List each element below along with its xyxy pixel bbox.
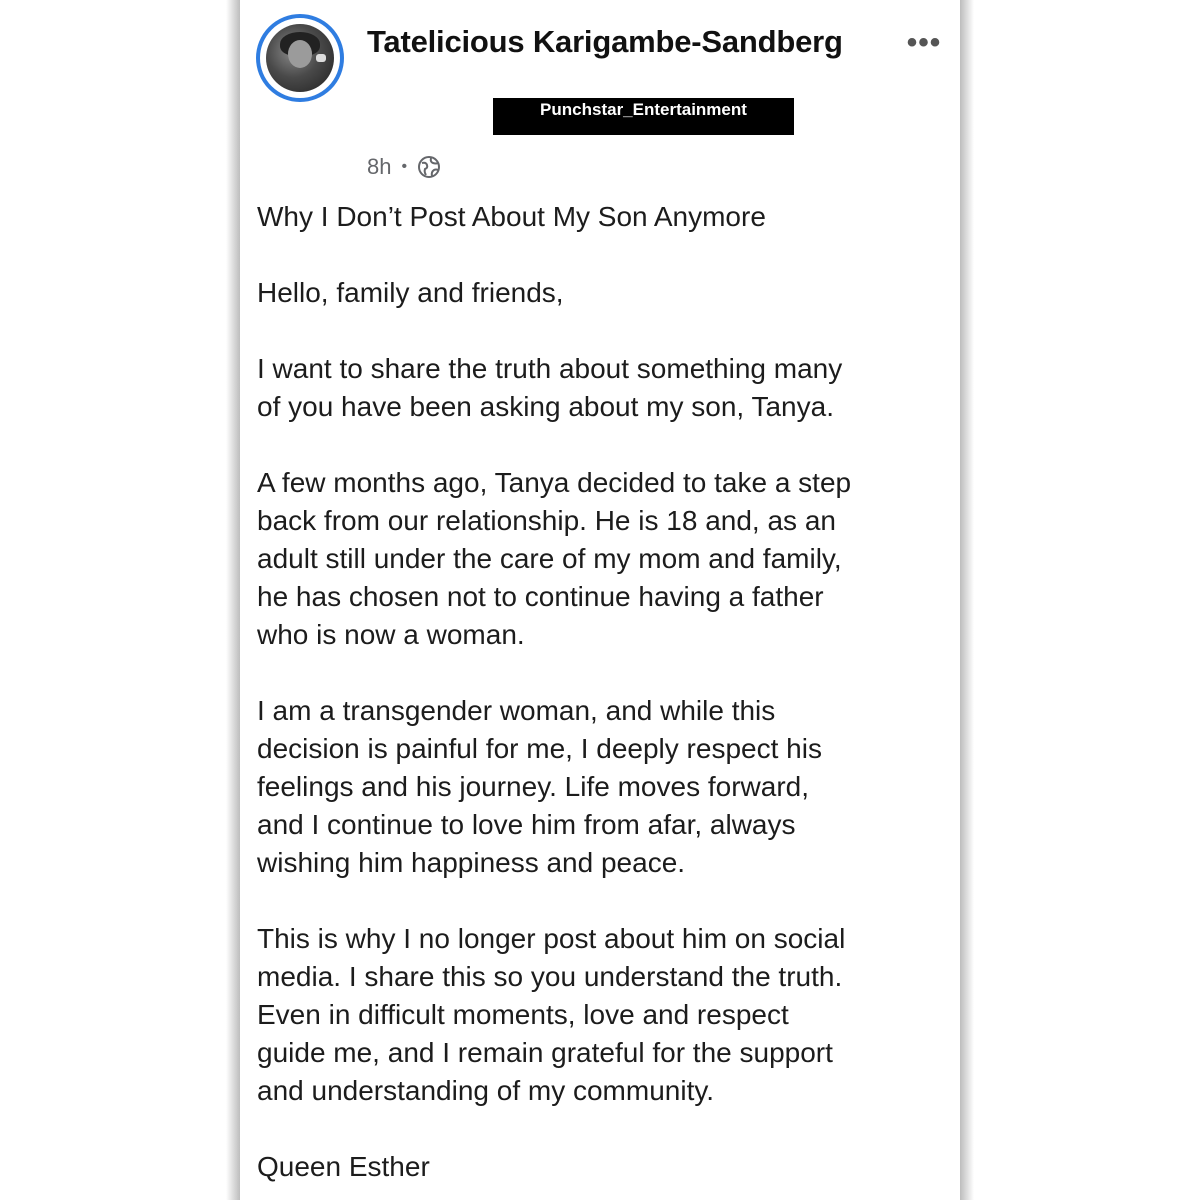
post-meta [367, 153, 441, 181]
author-name[interactable]: Tatelicious Karigambe-Sandberg [367, 24, 843, 59]
post-title: Why I Don’t Post About My Son Anymore [257, 201, 766, 232]
post-paragraph: This is why I no longer post about him on social media. I share this so you understand the truth. Even in difficult moments, love and respect guide me, and I remain grateful for the support and understanding of my community. [257, 923, 846, 1106]
avatar-microphone [316, 54, 326, 62]
post-body [257, 198, 947, 1200]
post-paragraph: A few months ago, Tanya decided to take a step back from our relationship. He is 18 and, as an adult still under the care of my mom and family, he has chosen not to continue having a father who is now a woman. [257, 467, 852, 650]
globe-icon[interactable] [417, 155, 441, 179]
more-options-icon[interactable]: ••• [906, 26, 942, 59]
post-timestamp[interactable]: 8h [367, 154, 392, 179]
avatar-photo [266, 24, 334, 92]
left-margin [0, 0, 240, 1200]
post-paragraph: Hello, family and friends, [257, 277, 564, 308]
meta-separator: • [401, 158, 408, 175]
watermark-label: Punchstar_Entertainment [493, 98, 794, 135]
avatar-face [288, 40, 312, 68]
post-card [240, 0, 960, 1200]
post-paragraph: I am a transgender woman, and while this decision is painful for me, I deeply respect his feelings and his journey. Life moves forward, and I continue to love him from afar, always wishing him happiness and peace. [257, 695, 822, 878]
avatar[interactable] [256, 14, 344, 102]
post-signature: Queen Esther [257, 1151, 430, 1182]
post-paragraph: I want to share the truth about something many of you have been asking about my son, Tanya. [257, 353, 843, 422]
right-margin [960, 0, 1200, 1200]
